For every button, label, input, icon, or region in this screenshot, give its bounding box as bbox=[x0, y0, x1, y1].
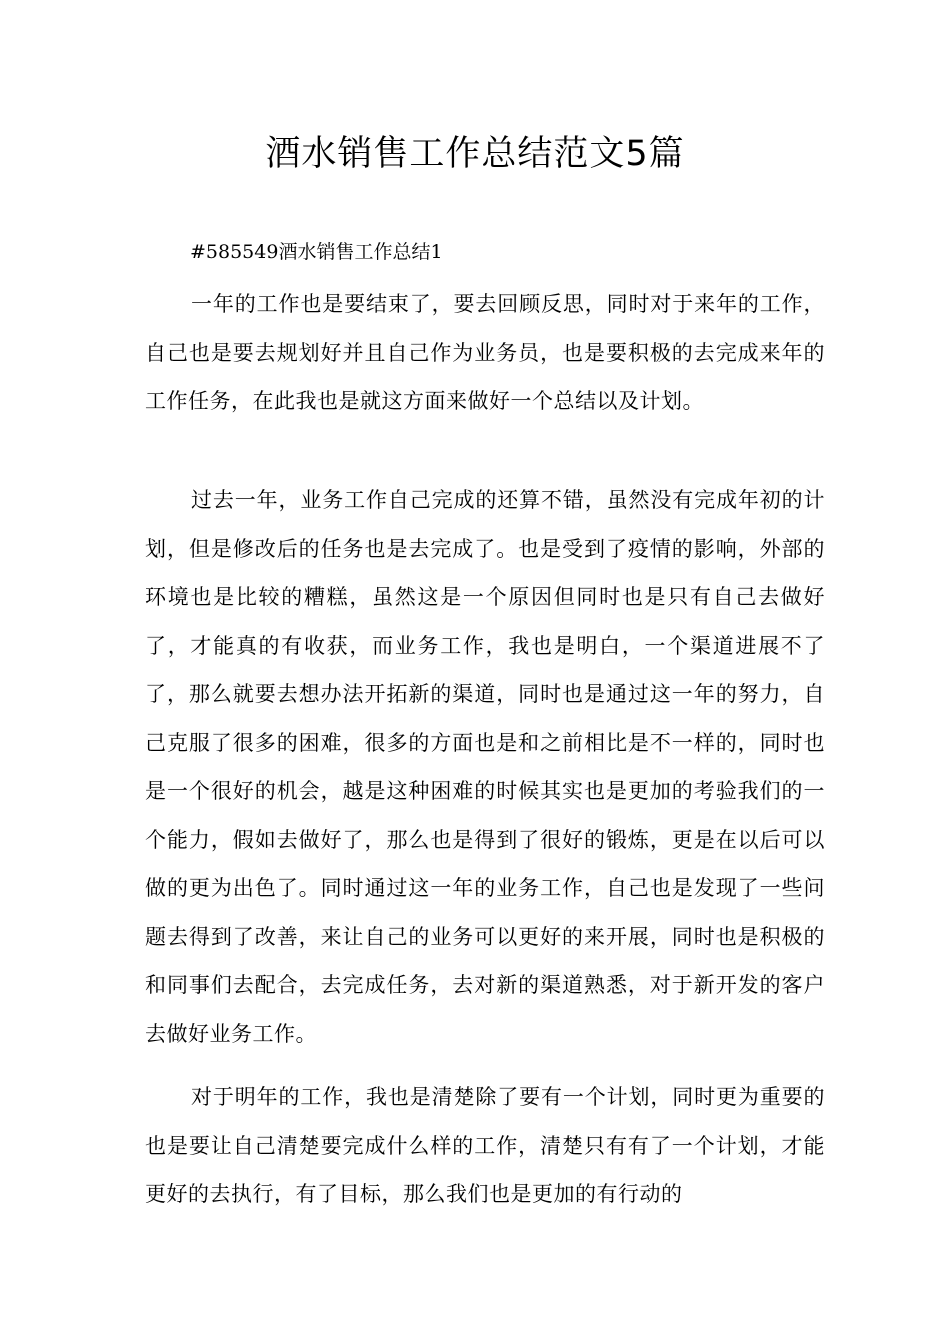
document-title: 酒水销售工作总结范文5篇 bbox=[265, 134, 685, 174]
paragraph-2: 过去一年，业务工作自己完成的还算不错，虽然没有完成年初的计划，但是修改后的任务也是去完成了。也是受到了疫情的影响，外部的环境也是比较的糟糕，虽然这是一个原因但同时也是只有自己去做好了，才能真的有收获，而业务工作，我也是明白，一个渠道进展不了了，那么就要去想办法开拓新的渠道，同时也是通过这一年的努力，自己克服了很多的困难，很多的方面也是和之前相比是不一样的，同时也是一个很好的机会，越是这种困难的时候其实也是更加的考验我们的一个能力，假如去做好了，那么也是得到了很好的锻炼，更是在以后可以做的更为出色了。同时通过这一年的业务工作，自己也是发现了一些问题去得到了改善，来让自己的业务可以更好的来开展，同时也是积极的和同事们去配合，去完成任务，去对新的渠道熟悉，对于新开发的客户去做好业务工作。 bbox=[145, 488, 825, 1046]
section-heading: #585549酒水销售工作总结1 bbox=[190, 241, 443, 263]
paragraph-3: 对于明年的工作，我也是清楚除了要有一个计划，同时更为重要的也是要让自己清楚要完成什么样的工作，清楚只有有了一个计划，才能更好的去执行，有了目标，那么我们也是更加的有行动的 bbox=[145, 1085, 825, 1206]
paragraph-1: 一年的工作也是要结束了，要去回顾反思，同时对于来年的工作，自己也是要去规划好并且自己作为业务员，也是要积极的去完成来年的工作任务，在此我也是就这方面来做好一个总结以及计划。 bbox=[145, 292, 825, 413]
